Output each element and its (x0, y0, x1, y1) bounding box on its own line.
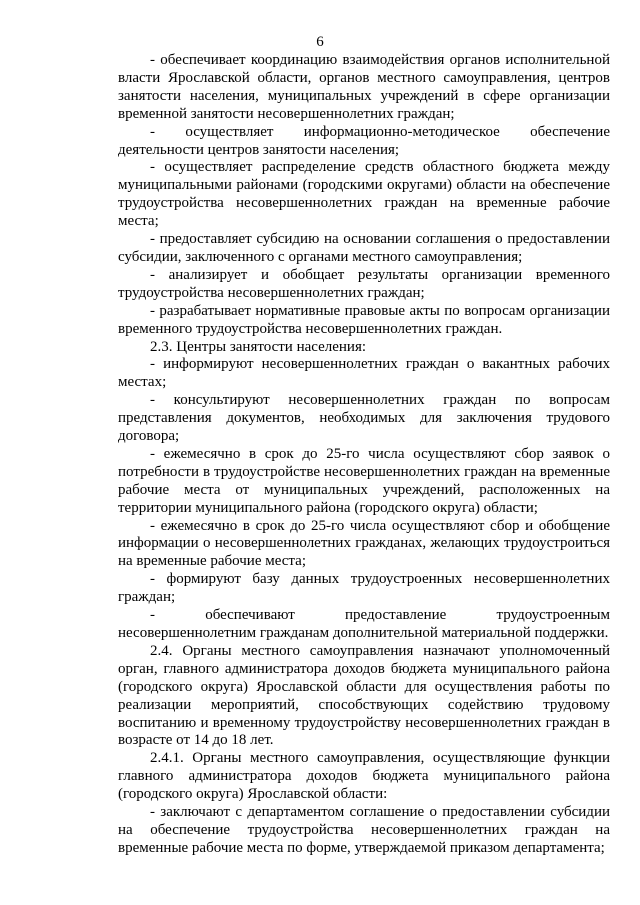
list-item: - формируют базу данных трудоустроенных несовершеннолетних граждан; (118, 571, 610, 606)
section-paragraph: 2.4. Органы местного самоуправления назначают уполномоченный орган, главного администратора доходов бюджета муниципального района (городского округа) Ярославской области для осуществления работы по реализации мероприятий, способствующих содействию трудовому воспитанию и временному трудоустройству несовершеннолетних граждан в возрасте от 14 до 18 лет. (118, 642, 610, 749)
section-heading: 2.3. Центры занятости населения: (150, 338, 367, 355)
list-item: - консультируют несовершеннолетних граждан по вопросам представления документов, необходимых для заключения трудового договора; (118, 392, 610, 445)
list-item: - предоставляет субсидию на основании соглашения о предоставлении субсидии, заключенного с органами местного самоуправления; (118, 231, 610, 265)
list-item: - разрабатывает нормативные правовые акты по вопросам организации временного трудоустройства несовершеннолетних граждан. (118, 302, 610, 337)
document-body (118, 52, 610, 858)
list-item: - обеспечивают предоставление трудоустроенным несовершеннолетним гражданам дополнительной материальной поддержки. (118, 607, 610, 641)
list-item: - информируют несовершеннолетних граждан о вакантных рабочих местах; (118, 356, 610, 391)
list-item: - ежемесячно в срок до 25-го числа осуществляют сбор заявок о потребности в трудоустройстве несовершеннолетних граждан на временные рабочие места от муниципальных учреждений, расположенных на территории муниципального района (городского округа) области; (118, 445, 610, 516)
list-item: - ежемесячно в срок до 25-го числа осуществляют сбор и обобщение информации о несовершеннолетних гражданах, желающих трудоустроиться на временные рабочие места; (118, 517, 610, 570)
page-number: 6 (316, 34, 324, 50)
list-item: - осуществляет распределение средств областного бюджета между муниципальными районами (городскими округами) области на обеспечение трудоустройства несовершеннолетних граждан на временные рабочие места; (118, 159, 610, 230)
list-item: - анализирует и обобщает результаты организации временного трудоустройства несовершеннолетних граждан; (118, 266, 610, 301)
list-item: - осуществляет информационно-методическое обеспечение деятельности центров занятости населения; (118, 123, 610, 158)
list-item: - обеспечивает координацию взаимодействия органов исполнительной власти Ярославской области, органов местного самоуправления, центров занятости населения, муниципальных учреждений в сфере организации временной занятости несовершеннолетних граждан; (118, 52, 610, 122)
list-item: - заключают с департаментом соглашение о предоставлении субсидии на обеспечение трудоустройства несовершеннолетних граждан на временные рабочие места по форме, утверждаемой приказом департамента; (118, 804, 610, 856)
section-paragraph: 2.4.1. Органы местного самоуправления, осуществляющие функции главного администратора доходов бюджета муниципального района (городского округа) Ярославской области: (118, 750, 610, 803)
